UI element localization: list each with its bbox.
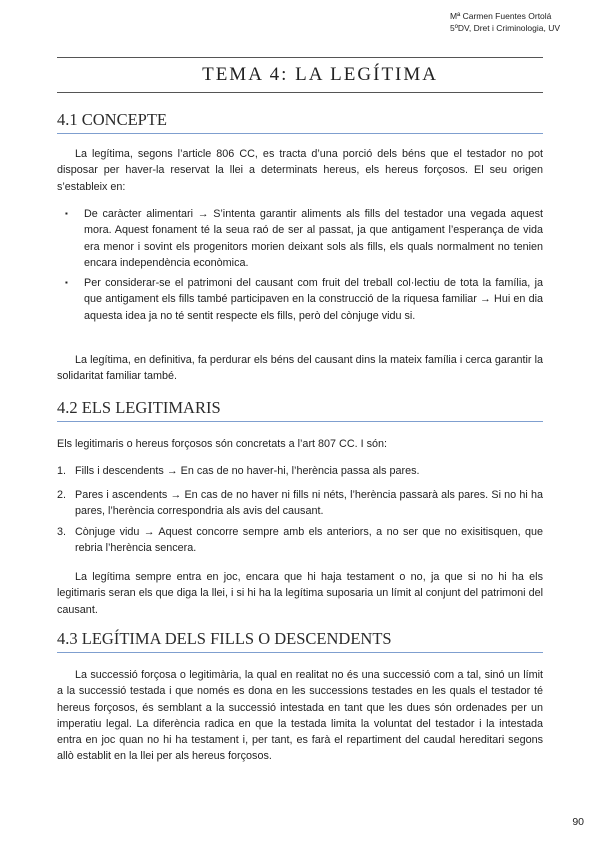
section-heading-concepte: 4.1 CONCEPTE [57,109,543,134]
page-number: 90 [572,816,584,828]
list-item [57,275,543,324]
title-block [57,57,543,93]
list-item-text: Pares i ascendents → En cas de no haver ni fills ni néts, l’herència passarà als pares. Si no hi ha pares, l’herència correspondria als avis del causant. [75,489,543,518]
bullet-icon: ▪ [65,278,68,287]
list-item-text: Cònjuge vidu → Aquest concorre sempre amb els anteriors, a no ser que no exisitisquen, que rebria l’herència sencera. [75,526,543,555]
list-item-text: De caràcter alimentari → S’intenta garantir aliments als fills del testador una vegada aquest mora. Aquest fonament té la seua raó de ser al passat, ja que antigament l’esperança de vida era menor i sovint els progenitors morien deixant sols als fills, els quals normalment no tenien encara independència econòmica. [84,208,543,269]
bullet-icon: ▪ [65,209,68,218]
list-item [57,524,543,557]
list-item-text: Fills i descendents → En cas de no haver-hi, l’herència passa als pares. [75,465,420,477]
list-item [57,206,543,271]
paragraph-legitimaris-closing: La legítima sempre entra en joc, encara que hi haja testament o no, ja que si no hi ha els legitimaris seran els que diga la llei, i si hi ha la legítima suposaria un límit al conjunt del patrimoni del causant. [57,571,543,616]
paragraph-concepte-intro: La legítima, segons l’article 806 CC, es tracta d’una porció dels béns que el testador no pot disposar per haver-la reservat la llei a determinats hereus, els hereus forçosos. El seu origen s’estableix en: [57,148,543,193]
section-heading-legitima-fills: 4.3 LEGÍTIMA DELS FILLS O DESCENDENTS [57,628,543,653]
section-heading-legitimaris: 4.2 ELS LEGITIMARIS [57,397,543,422]
page-header [450,10,595,34]
list-item [57,463,543,479]
header-course: 5ºDV, Dret i Criminologia, UV [450,23,561,33]
list-item [57,487,543,520]
list-number: 3. [57,526,67,538]
paragraph-concepte-closing: La legítima, en definitiva, fa perdurar els béns del causant dins la mateix família i cerca garantir la solidaritat familiar també. [57,354,543,383]
paragraph-legitimaris-intro: Els legitimaris o hereus forçosos són concretats a l’art 807 CC. I són: [57,438,388,450]
paragraph-legitima-fills: La successió forçosa o legitimària, la qual en realitat no és una successió com a tal, sinó un límit a la successió testada i que només es dona en les successions testades en les quals el testador té hereus forçosos, és semblant a la successió intestada en tant que les dues són ordenades per un imperatiu legal. La diferència radica en que la testada limita la voluntat del testador i la intestada entra en joc quan no hi ha testament i, per tant, es farà el repartiment del caudal hereditari segons allò establit en la llei per als hereus forçosos. [57,669,543,763]
list-number: 2. [57,489,67,501]
page-title: TEMA 4: LA LEGÍTIMA [202,64,438,85]
list-number: 1. [57,465,67,477]
header-author: Mª Carmen Fuentes Ortolá [450,11,552,21]
list-item-text: Per considerar-se el patrimoni del causant com fruit del treball col·lectiu de tota la família, ja que antigament els fills també participaven en la construcció de la riquesa familiar → Hui en dia aquesta idea ja no té sentit respecte els fills, però del cònjuge vidu si. [84,277,543,322]
